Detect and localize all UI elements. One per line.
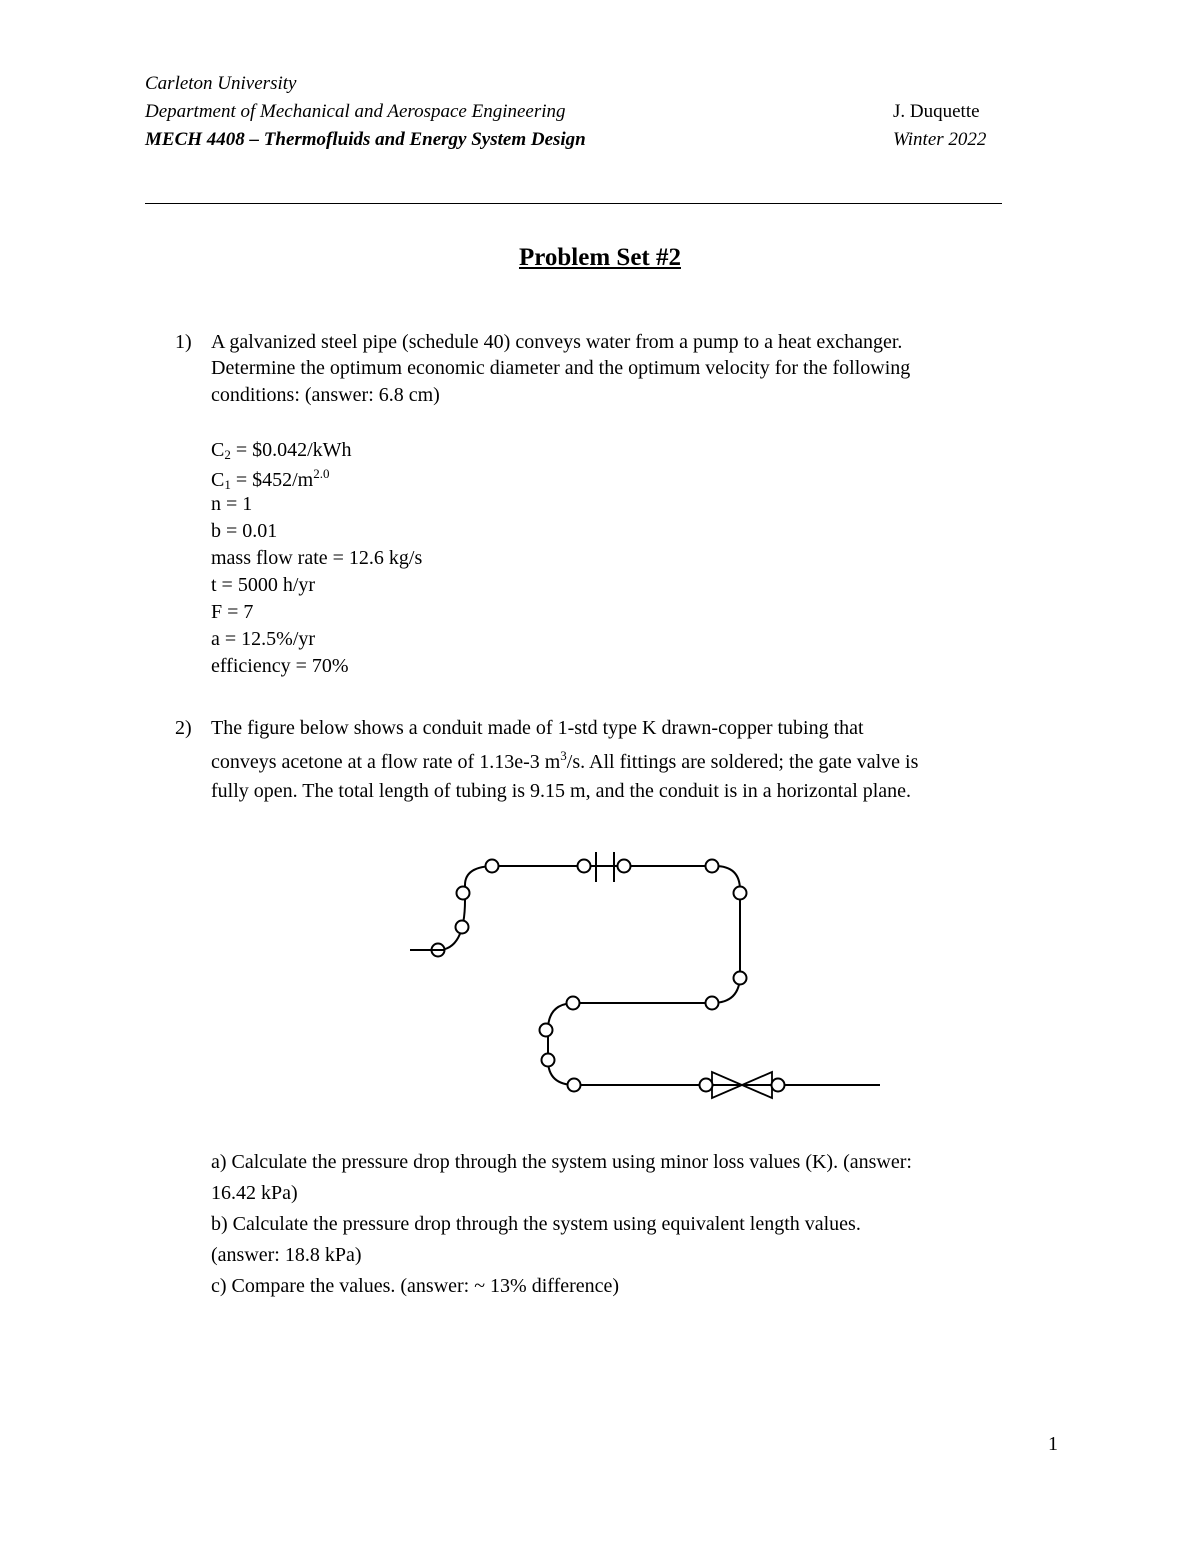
joint-bowtie-right	[772, 1079, 785, 1092]
university-name: Carleton University	[145, 73, 297, 94]
problem-1-line-3: conditions: (answer: 6.8 cm)	[211, 384, 440, 406]
joint-bowtie-left	[700, 1079, 713, 1092]
page-title: Problem Set #2	[518, 244, 681, 271]
param-c1: $C_1$ = $\$452/m^{2.0}$	[211, 466, 330, 492]
department-name: Department of Mechanical and Aerospace Engineering	[145, 101, 566, 122]
joint-valve-right	[618, 860, 631, 873]
param-a: a = 12.5%/yr	[211, 628, 316, 650]
param-efficiency: efficiency = 70%	[211, 655, 349, 677]
problem-1-number: 1)	[175, 331, 192, 353]
conduit-pipe	[410, 866, 880, 1085]
joint-elbow-2	[486, 860, 499, 873]
joint-elbow-9	[542, 1054, 555, 1067]
param-c2: $C_2$ = $0.042/kWh	[211, 439, 352, 462]
problem-2-number: 2)	[175, 717, 192, 739]
problem-2-line-3: fully open. The total length of tubing is 9.15 m, and the conduit is in a horizontal plane.	[211, 780, 912, 802]
joint-elbow-7	[567, 997, 580, 1010]
part-b-line-2: (answer: 18.8 kPa)	[211, 1244, 362, 1266]
course-title: MECH 4408 – Thermofluids and Energy System Design	[145, 129, 586, 150]
problem-1-line-1: A galvanized steel pipe (schedule 40) conveys water from a pump to a heat exchanger.	[211, 331, 903, 353]
joint-elbow-3	[706, 860, 719, 873]
part-b-line-1: b) Calculate the pressure drop through the system using equivalent length values.	[211, 1213, 861, 1235]
page-number: 1	[1048, 1433, 1058, 1455]
term: Winter 2022	[893, 129, 987, 150]
joint-elbow-5	[734, 972, 747, 985]
joint-elbow-6	[706, 997, 719, 1010]
param-f: F = 7	[211, 601, 254, 623]
joint-valve-left	[578, 860, 591, 873]
problem-1-line-2: Determine the optimum economic diameter and the optimum velocity for the following	[211, 357, 911, 379]
joint-elbow-4	[734, 887, 747, 900]
part-a-line-2: 16.42 kPa)	[211, 1182, 298, 1204]
joint-elbow-10	[568, 1079, 581, 1092]
problem-2-line-2: conveys acetone at a flow rate of 1.13e-3 $m^3/s$. All fittings are soldered; the gate valve is	[211, 748, 919, 773]
joint-elbow-1b	[457, 887, 470, 900]
part-c-line: c) Compare the values. (answer: ~ 13% difference)	[211, 1275, 620, 1297]
param-mass-flow-rate: mass flow rate = 12.6 kg/s	[211, 547, 423, 569]
joint-elbow-1a	[456, 921, 469, 934]
param-n: n = 1	[211, 493, 253, 515]
param-t: t = 5000 h/yr	[211, 574, 316, 596]
part-a-line-1: a) Calculate the pressure drop through the system using minor loss values (K). (answer:	[211, 1151, 912, 1173]
joint-elbow-8	[540, 1024, 553, 1037]
param-b: b = 0.01	[211, 520, 278, 542]
instructor-name: J. Duquette	[893, 101, 980, 122]
problem-2-line-1: The figure below shows a conduit made of 1-std type K drawn-copper tubing that	[211, 717, 864, 739]
